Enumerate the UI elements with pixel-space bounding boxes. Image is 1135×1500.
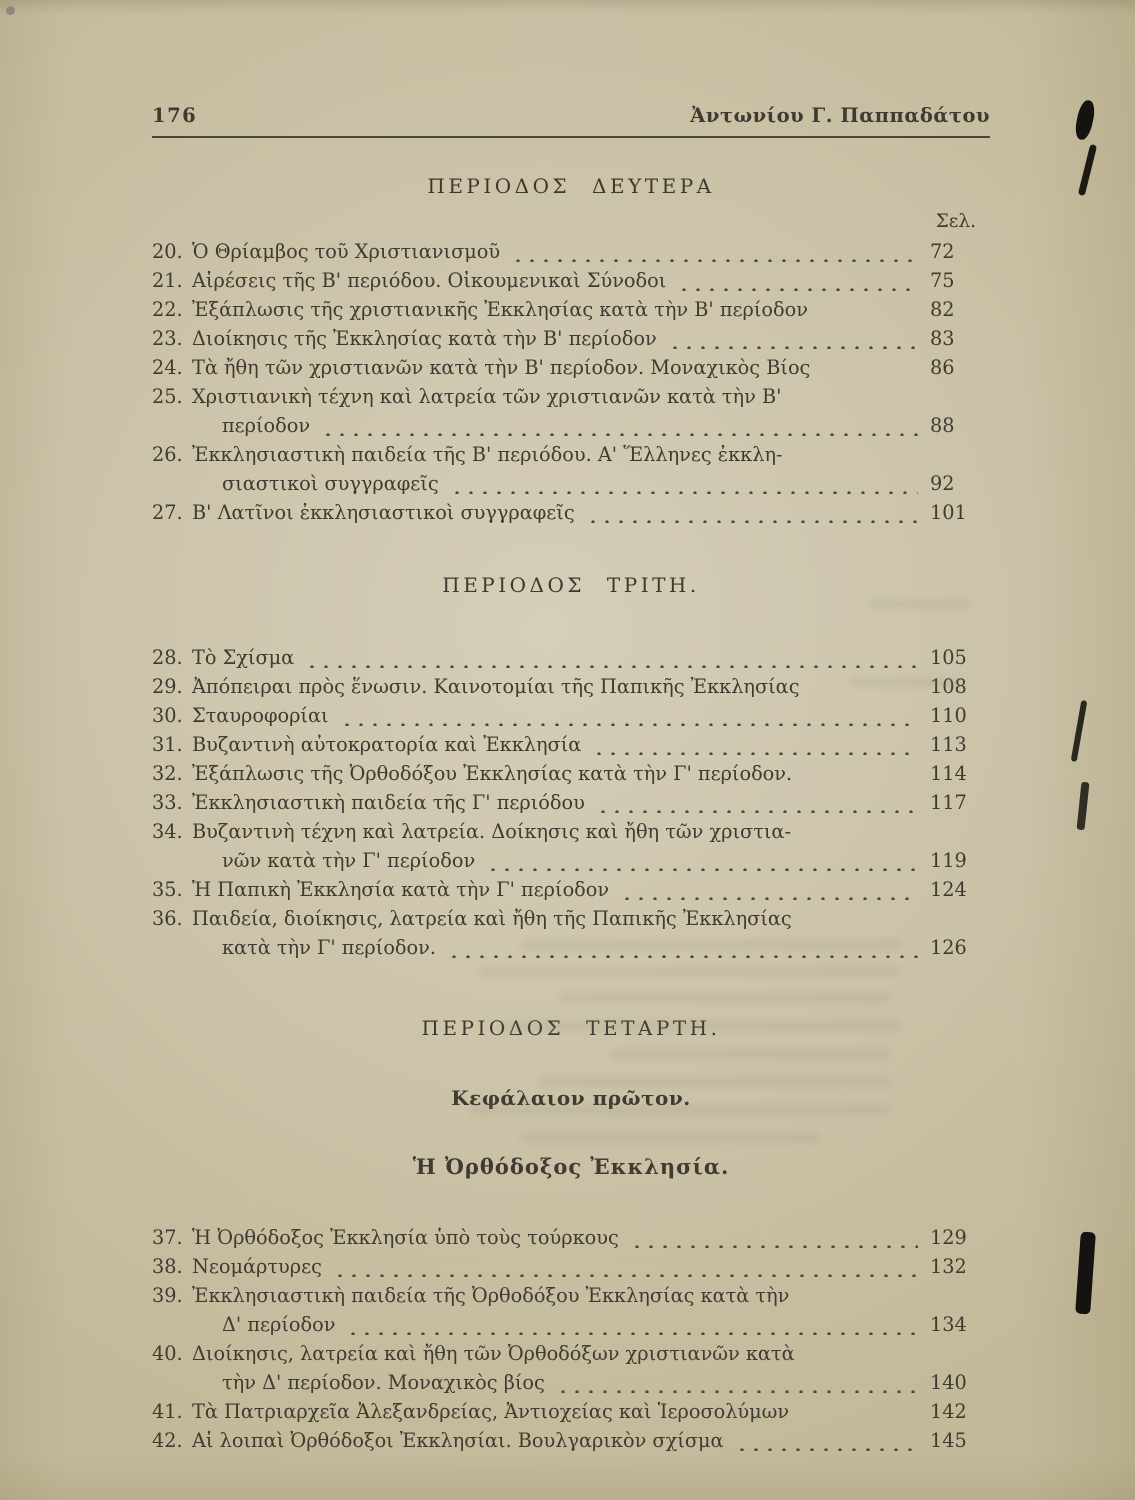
entry-page-number: 108	[930, 675, 967, 698]
toc-entries	[152, 1223, 990, 1455]
entry-title: κατὰ τὴν Γ' περίοδον.	[222, 936, 436, 959]
section-title: ΠΕΡΙΟΔΟΣ ΤΡΙΤΗ.	[442, 573, 700, 597]
dot-leader	[618, 880, 918, 900]
entry-page-number: 86	[930, 356, 955, 379]
page-number: 176	[152, 104, 198, 127]
entry-title: Ἐκκλησιαστικὴ παιδεία τῆς Γ' περιόδου	[192, 791, 585, 814]
toc-entry-line	[152, 295, 990, 324]
dot-leader	[554, 1373, 918, 1393]
entry-number: 23.	[152, 327, 183, 350]
entry-number: 32.	[152, 762, 183, 785]
toc-entry-line	[152, 643, 990, 672]
entry-number: 30.	[152, 704, 183, 727]
entry-number: 38.	[152, 1255, 183, 1278]
ink-mark-artifact	[1071, 700, 1088, 762]
entry-page-number: 126	[930, 936, 967, 959]
entry-page-number: 82	[930, 298, 955, 321]
entry-number: 34.	[152, 820, 183, 843]
entry-title: τὴν Δ' περίοδον. Μοναχικὸς βίος	[222, 1371, 545, 1394]
toc-entry-line	[152, 353, 990, 382]
dot-leader	[819, 358, 918, 378]
chapter-subheading: Κεφάλαιον πρῶτον.	[451, 1086, 691, 1110]
ink-mark-artifact	[1077, 782, 1090, 831]
entry-page-number: 75	[930, 269, 955, 292]
entry-number: 42.	[152, 1429, 183, 1452]
dot-leader	[484, 851, 918, 871]
entry-number: 35.	[152, 878, 183, 901]
entry-title: Β' Λατῖνοι ἐκκλησιαστικοὶ συγγραφεῖς	[192, 501, 575, 524]
entry-page-number: 72	[930, 240, 955, 263]
ink-bleed-artifact	[560, 993, 890, 1003]
toc-entry-line	[152, 237, 990, 266]
toc-section-2	[152, 573, 990, 962]
entry-title: Τὸ Σχίσμα	[192, 646, 295, 669]
dot-leader	[338, 706, 918, 726]
ink-mark-artifact	[1078, 144, 1097, 196]
entry-title: Ἡ Παπικὴ Ἐκκλησία κατὰ τὴν Γ' περίοδον	[192, 878, 610, 901]
entry-title: νῶν κατὰ τὴν Γ' περίοδον	[222, 849, 476, 872]
toc-entry-line	[152, 759, 990, 788]
ink-bleed-artifact	[520, 1133, 820, 1143]
toc-entry-line	[152, 1281, 990, 1310]
dot-leader	[675, 271, 918, 291]
ink-mark-artifact	[1073, 99, 1097, 141]
entry-page-number: 142	[930, 1400, 967, 1423]
entry-title: Τὰ Πατριαρχεῖα Ἀλεξανδρείας, Ἀντιοχείας καὶ Ἱεροσολύμων	[192, 1400, 790, 1423]
scan-spot-artifact	[6, 6, 15, 15]
running-header-author: Ἀντωνίου Γ. Παππαδάτου	[690, 104, 990, 127]
toc-entry-line	[152, 411, 990, 440]
entry-title: Διοίκησις τῆς Ἐκκλησίας κατὰ τὴν Β' περίοδον	[192, 327, 657, 350]
dot-leader	[817, 300, 918, 320]
dot-leader	[509, 242, 918, 262]
entry-title: Σταυροφορίαι	[192, 704, 329, 727]
toc-entry-line	[152, 904, 990, 933]
toc-entry-line	[152, 817, 990, 846]
dot-leader	[331, 1257, 918, 1277]
ink-bleed-artifact	[470, 1105, 890, 1115]
ink-bleed-artifact	[850, 678, 960, 687]
entry-number: 26.	[152, 443, 183, 466]
entry-page-number: 145	[930, 1429, 967, 1452]
ink-bleed-artifact	[540, 1077, 890, 1087]
toc-sections	[152, 174, 990, 1455]
toc-entry-line	[152, 846, 990, 875]
dot-leader	[594, 793, 918, 813]
toc-entry-line	[152, 1252, 990, 1281]
toc-entries	[152, 643, 990, 962]
entry-number: 24.	[152, 356, 183, 379]
entry-page-number: 119	[930, 849, 967, 872]
entry-page-number: 101	[930, 501, 967, 524]
dot-leader	[590, 735, 918, 755]
entry-title: Αἱ λοιπαὶ Ὀρθόδοξοι Ἐκκλησίαι. Βουλγαρικὸν σχίσμα	[192, 1429, 724, 1452]
toc-entry-line	[152, 1368, 990, 1397]
entry-page-number: 105	[930, 646, 967, 669]
toc-entry-line	[152, 701, 990, 730]
entry-number: 25.	[152, 385, 183, 408]
toc-entry-line	[152, 1223, 990, 1252]
entry-title: Τὰ ἤθη τῶν χριστιανῶν κατὰ τὴν Β' περίοδον. Μοναχικὸς Βίος	[192, 356, 811, 379]
entry-page-number: 134	[930, 1313, 967, 1336]
toc-entry-line	[152, 788, 990, 817]
page-content	[152, 0, 990, 1455]
entry-title: Αἱρέσεις τῆς Β' περιόδου. Οἰκουμενικαὶ Σύνοδοι	[192, 269, 667, 292]
entry-title: Νεομάρτυρες	[192, 1255, 322, 1278]
entry-page-number: 132	[930, 1255, 967, 1278]
entry-title: Ὁ Θρίαμβος τοῦ Χριστιανισμοῦ	[192, 240, 501, 263]
entry-title: Βυζαντινὴ τέχνη καὶ λατρεία. Δοίκησις καὶ ἤθη τῶν χριστια-	[192, 820, 791, 843]
entry-number: 20.	[152, 240, 183, 263]
chapter-subheading: Ἡ Ὀρθόδοξος Ἐκκλησία.	[412, 1154, 730, 1179]
toc-entries	[152, 237, 990, 527]
entry-number: 33.	[152, 791, 183, 814]
entry-number: 21.	[152, 269, 183, 292]
page-header	[152, 104, 990, 138]
dot-leader	[628, 1228, 918, 1248]
entry-title: περίοδον	[222, 414, 311, 437]
toc-section-1	[152, 174, 990, 527]
entry-number: 27.	[152, 501, 183, 524]
toc-entry-line	[152, 469, 990, 498]
entry-number: 36.	[152, 907, 183, 930]
dot-leader	[584, 503, 918, 523]
dot-leader	[801, 764, 918, 784]
entry-number: 28.	[152, 646, 183, 669]
entry-title: Χριστιανικὴ τέχνη καὶ λατρεία τῶν χριστιανῶν κατὰ τὴν Β'	[192, 385, 782, 408]
entry-title: Παιδεία, διοίκησις, λατρεία καὶ ἤθη τῆς Παπικῆς Ἐκκλησίας	[192, 907, 792, 930]
entry-page-number: 117	[930, 791, 967, 814]
entry-page-number: 88	[930, 414, 955, 437]
entry-page-number: 140	[930, 1371, 967, 1394]
dot-leader	[733, 1431, 918, 1451]
section-title: ΠΕΡΙΟΔΟΣ ΤΕΤΑΡΤΗ.	[421, 1016, 721, 1040]
entry-number: 41.	[152, 1400, 183, 1423]
entry-title: Ἐξάπλωσις τῆς Ὀρθοδόξου Ἐκκλησίας κατὰ τὴν Γ' περίοδον.	[192, 762, 793, 785]
section-title: ΠΕΡΙΟΔΟΣ ΔΕΥΤΕΡΑ	[427, 174, 715, 198]
entry-title: Ἐκκλησιαστικὴ παιδεία τῆς Ὀρθοδόξου Ἐκκλησίας κατὰ τὴν	[192, 1284, 790, 1307]
entry-page-number: 114	[930, 762, 967, 785]
entry-page-number: 124	[930, 878, 967, 901]
entry-page-number: 110	[930, 704, 967, 727]
entry-page-number: 92	[930, 472, 955, 495]
entry-number: 22.	[152, 298, 183, 321]
toc-entry-line	[152, 875, 990, 904]
entry-title: Ἡ Ὀρθόδοξος Ἐκκλησία ὑπὸ τοὺς τούρκους	[192, 1226, 619, 1249]
entry-title: Δ' περίοδον	[222, 1313, 336, 1336]
dot-leader	[303, 648, 918, 668]
toc-entry-line	[152, 1339, 990, 1368]
entry-page-number: 129	[930, 1226, 967, 1249]
entry-title: σιαστικοὶ συγγραφεῖς	[222, 472, 439, 495]
ink-bleed-artifact	[520, 940, 900, 950]
ink-bleed-artifact	[500, 1021, 900, 1031]
ink-bleed-artifact	[480, 966, 900, 976]
ink-bleed-artifact	[610, 1049, 890, 1059]
dot-leader	[666, 329, 918, 349]
toc-entry-line	[152, 440, 990, 469]
toc-entry-line	[152, 324, 990, 353]
toc-entry-line	[152, 1397, 990, 1426]
dot-leader	[344, 1315, 918, 1335]
entry-title: Ἀπόπειραι πρὸς ἕνωσιν. Καινοτομίαι τῆς Παπικῆς Ἐκκλησίας	[192, 675, 800, 698]
entry-number: 37.	[152, 1226, 183, 1249]
toc-entry-line	[152, 730, 990, 759]
toc-entry-line	[152, 498, 990, 527]
ink-bleed-artifact	[870, 600, 970, 609]
entry-number: 40.	[152, 1342, 183, 1365]
page-column-label: Σελ.	[935, 211, 976, 232]
entry-title: Ἐκκλησιαστικὴ παιδεία τῆς Β' περιόδου. Α' Ἕλληνες ἐκκλη-	[192, 443, 783, 466]
entry-number: 39.	[152, 1284, 183, 1307]
entry-title: Βυζαντινὴ αὐτοκρατορία καὶ Ἐκκλησία	[192, 733, 582, 756]
entry-number: 31.	[152, 733, 183, 756]
toc-entry-line	[152, 266, 990, 295]
toc-entry-line	[152, 1310, 990, 1339]
toc-entry-line	[152, 1426, 990, 1455]
entry-page-number: 83	[930, 327, 955, 350]
dot-leader	[319, 416, 918, 436]
ink-mark-artifact	[1075, 1232, 1096, 1315]
entry-number: 29.	[152, 675, 183, 698]
dot-leader	[448, 474, 918, 494]
entry-title: Ἐξάπλωσις τῆς χριστιανικῆς Ἐκκλησίας κατὰ τὴν Β' περίοδον	[192, 298, 808, 321]
toc-entry-line	[152, 382, 990, 411]
dot-leader	[798, 1402, 918, 1422]
entry-title: Διοίκησις, λατρεία καὶ ἤθη τῶν Ὀρθοδόξων χριστιανῶν κατὰ	[192, 1342, 795, 1365]
entry-page-number: 113	[930, 733, 967, 756]
